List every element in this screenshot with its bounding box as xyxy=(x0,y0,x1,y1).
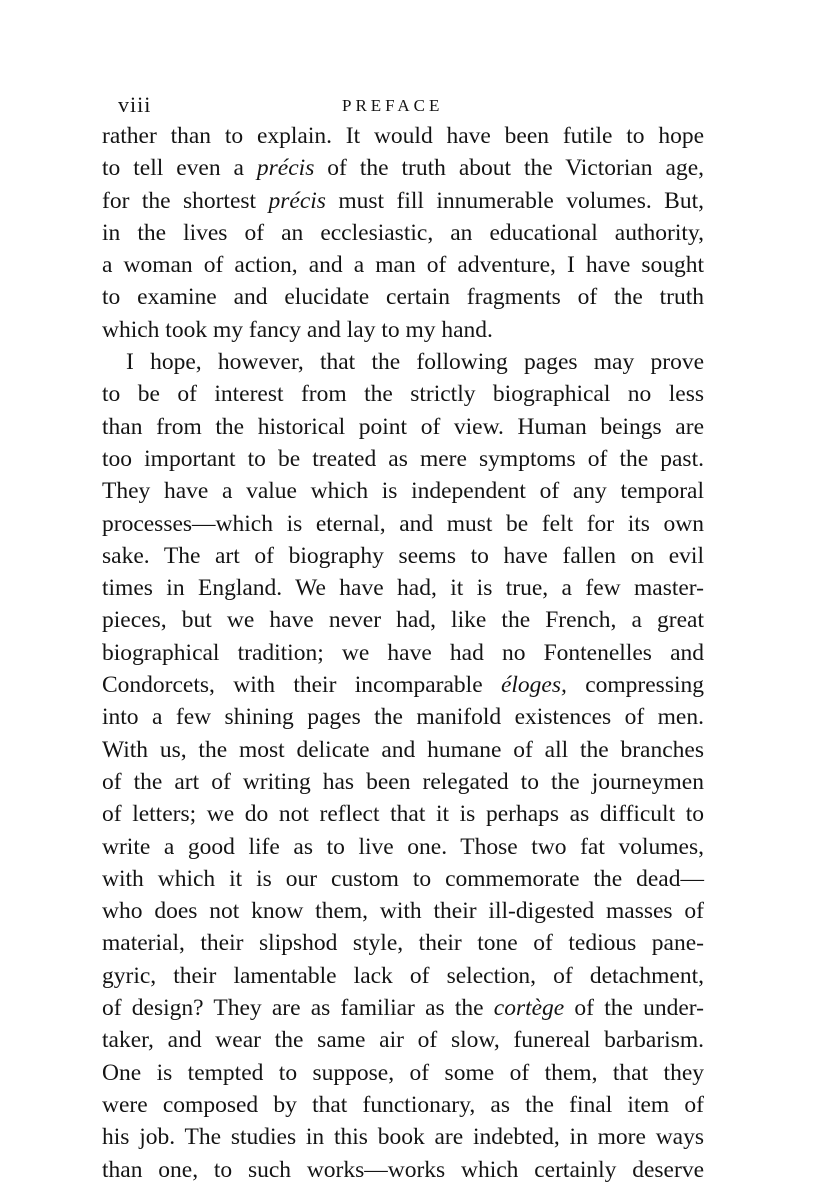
text-line: times in England. We have had, it is true, a few master- xyxy=(102,575,704,602)
text-line: to tell even a précis of the truth about the Victorian age, xyxy=(102,155,704,182)
text-line: material, their slipshod style, their tone of tedious pane- xyxy=(102,930,704,957)
running-head: PREFACE xyxy=(342,96,444,115)
text-line: With us, the most delicate and humane of all the branches xyxy=(102,736,704,763)
text-line: of letters; we do not reflect that it is perhaps as difficult to xyxy=(102,801,704,828)
text-line: which took my fancy and lay to my hand. xyxy=(102,316,493,343)
text-line: biographical tradition; we have had no Fontenelles and xyxy=(102,639,704,666)
text-line: than from the historical point of view. Human beings are xyxy=(102,413,704,440)
text-line: with which it is our custom to commemorate the dead— xyxy=(102,865,704,892)
text-line: in the lives of an ecclesiastic, an educational authority, xyxy=(102,219,704,246)
text-line: processes—which is eternal, and must be felt for its own xyxy=(102,510,704,537)
text-line: rather than to explain. It would have been futile to hope xyxy=(102,123,704,149)
text-line: gyric, their lamentable lack of selection, of detachment, xyxy=(102,962,704,989)
body-text xyxy=(102,120,704,1186)
text-line: write a good life as to live one. Those two fat volumes, xyxy=(102,833,704,860)
text-line: than one, to such works—works which certainly deserve xyxy=(102,1156,704,1183)
text-line: of design? They are as familiar as the cortège of the under- xyxy=(102,995,704,1022)
text-line: to be of interest from the strictly biographical no less xyxy=(102,381,704,408)
text-line: too important to be treated as mere symptoms of the past. xyxy=(102,445,704,472)
text-line: a woman of action, and a man of adventure, I have sought xyxy=(102,252,704,279)
page-header xyxy=(102,90,702,120)
text-line: One is tempted to suppose, of some of them, that they xyxy=(102,1059,704,1086)
text-line: who does not know them, with their ill-digested masses of xyxy=(102,898,704,925)
text-line: of the art of writing has been relegated to the journeymen xyxy=(102,768,704,795)
text-line: were composed by that functionary, as the final item of xyxy=(102,1091,704,1118)
text-line: sake. The art of biography seems to have fallen on evil xyxy=(102,542,704,569)
text-line: for the shortest précis must fill innumerable volumes. But, xyxy=(102,187,704,214)
paragraph-start-line: I hope, however, that the following pages may prove xyxy=(126,349,704,376)
text-line: Condorcets, with their incomparable éloges, compressing xyxy=(102,672,704,699)
text-line: to examine and elucidate certain fragments of the truth xyxy=(102,284,704,311)
text-line: They have a value which is independent of any temporal xyxy=(102,478,704,505)
page-number: viii xyxy=(118,92,152,117)
text-line: pieces, but we have never had, like the French, a great xyxy=(102,607,704,634)
text-line: taker, and wear the same air of slow, funereal barbarism. xyxy=(102,1027,704,1054)
text-line: into a few shining pages the manifold existences of men. xyxy=(102,704,704,731)
text-line: his job. The studies in this book are indebted, in more ways xyxy=(102,1124,704,1151)
